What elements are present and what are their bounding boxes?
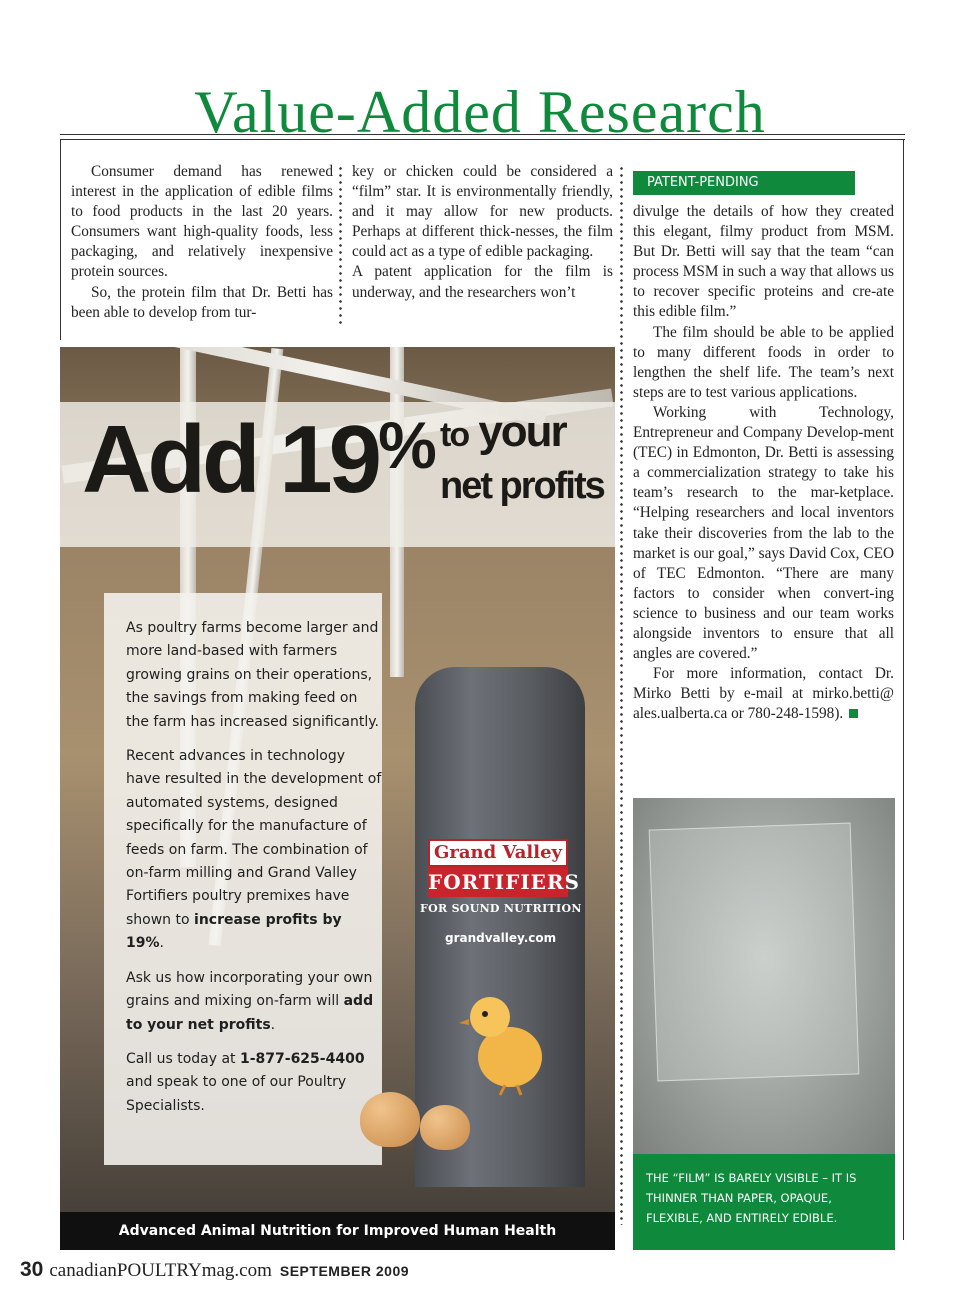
ad-headline — [82, 405, 433, 515]
paragraph: Working with Technology, Entrepreneur and Company Develop-ment (TEC) in Edmonton, Dr. Betti is assessing a commercialization strategy to take his team’s research to the mar-ketplace. “Helping researchers and local inventors take their discoveries from the lab to the market is our goal,” says David Cox, CEO of TEC Edmonton. “There are many factors to consider when convert-ing science to business and our team works alongside inventors to ensure that all angles are covered.” — [633, 403, 894, 663]
paragraph — [633, 664, 894, 724]
logo-tagline: FOR SOUND NUTRITION — [420, 902, 582, 915]
ad-footer: Advanced Animal Nutrition for Improved Human Health — [60, 1212, 615, 1250]
article-column-1 — [71, 162, 333, 323]
page-number: 30 — [20, 1258, 44, 1281]
ad-website-link[interactable]: grandvalley.com — [445, 931, 557, 945]
paragraph: key or chicken could be considered a “film” star. It is environmentally friendly, and it may allow for new products. Perhaps at different thick-nesses, the film could act as a type of edible packaging. — [352, 163, 613, 261]
eggshell-image — [420, 1105, 470, 1150]
edible-film-photo — [633, 798, 895, 1154]
ad-paragraph: As poultry farms become larger and more land-based with farmers growing grains on their operations, the savings from making feed on the farm has increased significantly. — [126, 620, 379, 730]
paragraph: A patent application for the film is underway, and the researchers won’t — [352, 263, 613, 301]
ad-text: Call us today at — [126, 1050, 240, 1067]
paragraph: Consumer demand has renewed interest in the application of edible films to food products in the last 20 years. Consumers want high-quality foods, less packaging, and relatively inexpensive protein sources. — [71, 163, 333, 281]
column-divider — [620, 165, 623, 1225]
frame-right — [903, 140, 904, 1240]
ad-text: . — [159, 935, 164, 952]
headline-percent: % — [378, 408, 433, 482]
film-sheet-image — [649, 823, 860, 1082]
title-rule-bottom — [60, 139, 905, 140]
paragraph-text: For more information, contact Dr. Mirko Betti by e-mail at mirko.betti@ ales.ualberta.ca or 780-248-1598). — [633, 665, 894, 723]
photo-caption: THE “FILM” IS BARELY VISIBLE – IT IS THINNER THAN PAPER, OPAQUE, FLEXIBLE, AND ENTIRELY EDIBLE. — [633, 1154, 895, 1250]
title-rule-top — [60, 134, 905, 135]
advertisement — [60, 347, 615, 1250]
paragraph: The film should be able to be applied to many different foods in order to lengthen the shelf life. The team’s next steps are to test various applications. — [633, 323, 894, 401]
ad-paragraph — [126, 1048, 382, 1118]
headline-your: your — [478, 407, 566, 456]
ad-text: Recent advances in technology have resulted in the development of automated systems, designed specifically for the manufacture of feeds on farm. The combination of on-farm milling and Grand Valley Fortifiers poultry premixes have shown to — [126, 748, 382, 928]
ad-emphasis: add to your net profits — [126, 993, 374, 1033]
end-mark-icon — [849, 709, 858, 718]
ad-text: and speak to one of our Poultry Specialists. — [126, 1074, 347, 1114]
ad-text: . — [270, 1016, 276, 1033]
ad-body — [104, 593, 382, 1165]
article-column-2 — [352, 162, 613, 303]
column-divider — [339, 165, 342, 325]
grand-valley-logo — [428, 839, 580, 897]
page-title: Value-Added Research — [194, 79, 766, 145]
page-footer — [20, 1258, 409, 1282]
ad-paragraph — [126, 745, 382, 956]
article-column-3 — [633, 202, 894, 724]
ad-headline-to-your — [440, 407, 566, 460]
ad-paragraph — [126, 967, 382, 1037]
headline-add: Add 19 — [82, 406, 379, 513]
paragraph: divulge the details of how they created this elegant, filmy product from MSM. But Dr. Betti will say that the team “can process MSM in such a way that allows us to recover specific proteins and cre-ate this edible film.” — [633, 203, 894, 321]
ad-emphasis: increase profits by 19% — [126, 911, 342, 952]
ad-text: Ask us how incorporating your own grains and mixing on-farm will — [126, 969, 373, 1010]
logo-line-2: FORTIFIERS — [428, 867, 568, 897]
headline-to: to — [440, 416, 469, 454]
section-label: PATENT-PENDING — [633, 171, 855, 195]
ad-headline-net-profits: net profits — [440, 465, 604, 507]
logo-line-1: Grand Valley — [428, 839, 568, 867]
magazine-site: canadianPOULTRYmag.com — [49, 1260, 272, 1281]
eggshell-image — [360, 1092, 420, 1147]
paragraph: So, the protein film that Dr. Betti has been able to develop from tur- — [71, 283, 333, 321]
phone-number: 1-877-625-4400 — [239, 1050, 365, 1067]
frame-left — [60, 140, 61, 340]
issue-date: SEPTEMBER 2009 — [279, 1263, 410, 1279]
chick-image — [455, 987, 555, 1097]
